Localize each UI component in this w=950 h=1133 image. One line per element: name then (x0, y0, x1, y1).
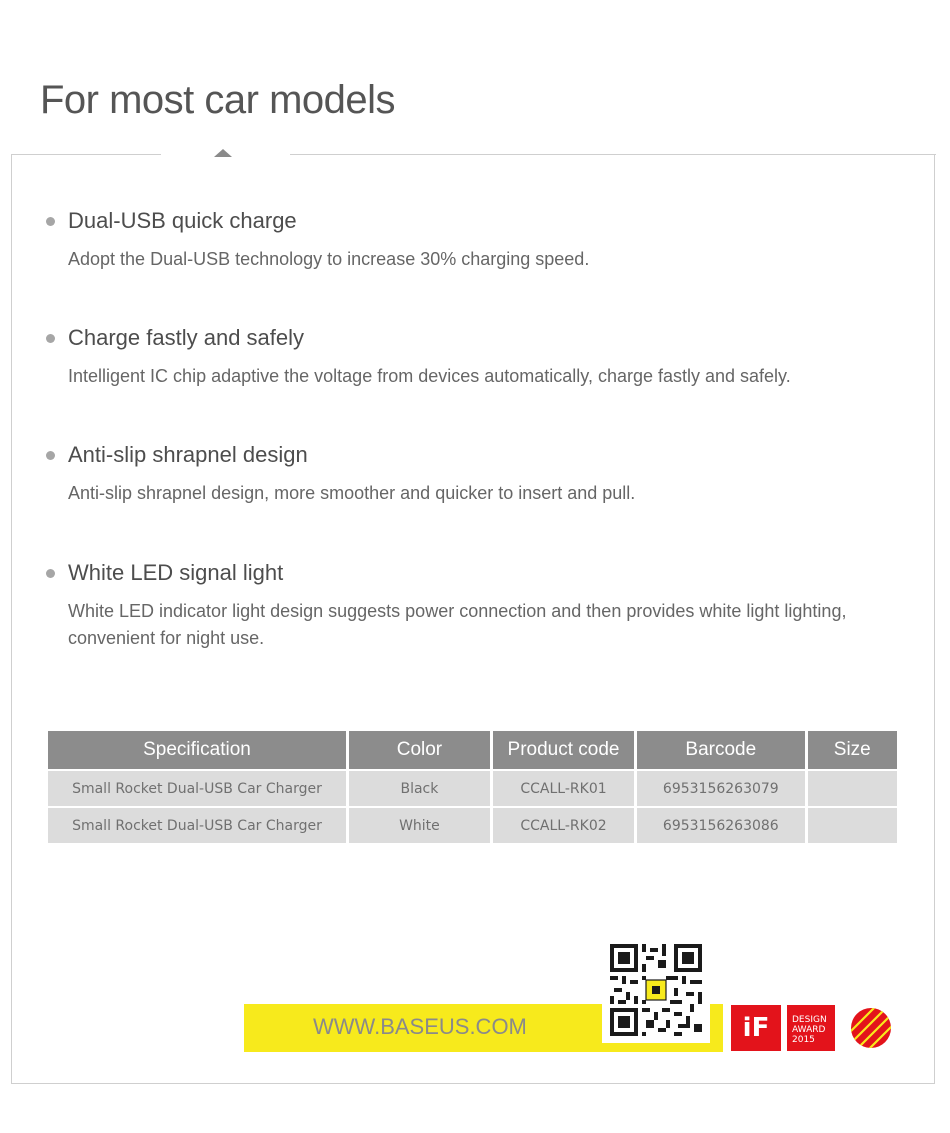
feature-title: Charge fastly and safely (68, 325, 305, 350)
table-row (48, 808, 897, 843)
feature-description: Anti-slip shrapnel design, more smoother and quicker to insert and pull. (68, 483, 636, 503)
table-header-row (48, 731, 897, 769)
specification-table (45, 729, 900, 845)
caret-up-icon (214, 149, 232, 157)
cell-product-code: CCALL-RK02 (493, 808, 634, 843)
qr-code (602, 938, 710, 1043)
feature-title: White LED signal light (68, 560, 284, 585)
website-link[interactable]: WWW.BASEUS.COM (313, 1014, 527, 1039)
table-row (48, 771, 897, 806)
page-title: For most car models (40, 78, 396, 122)
frame-top-border-right (290, 154, 936, 155)
feature-title: Anti-slip shrapnel design (68, 442, 308, 467)
cell-size (808, 771, 897, 806)
bullet-icon (46, 334, 55, 343)
bullet-icon (46, 569, 55, 578)
award-line: 2015 (792, 1035, 815, 1045)
bullet-icon (46, 451, 55, 460)
header-barcode: Barcode (637, 731, 804, 769)
qr-code-icon (610, 944, 702, 1036)
cell-color: White (349, 808, 490, 843)
frame-top-border-left (11, 154, 161, 155)
bullet-icon (46, 217, 55, 226)
feature-description: Adopt the Dual-USB technology to increase 30% charging speed. (68, 249, 590, 269)
header-product-code: Product code (493, 731, 634, 769)
cell-barcode: 6953156263086 (637, 808, 804, 843)
header-size: Size (808, 731, 897, 769)
feature-description: White LED indicator light design suggests power connection and then provides white light lighting, convenient for night use. (68, 601, 847, 648)
cell-specification: Small Rocket Dual-USB Car Charger (48, 771, 346, 806)
cell-barcode: 6953156263079 (637, 771, 804, 806)
cell-product-code: CCALL-RK01 (493, 771, 634, 806)
header-color: Color (349, 731, 490, 769)
cell-size (808, 808, 897, 843)
red-dot-award-icon (849, 1007, 893, 1049)
cell-color: Black (349, 771, 490, 806)
feature-title: Dual-USB quick charge (68, 208, 297, 233)
award-line: AWARD (792, 1025, 826, 1035)
design-award-logo (787, 1005, 835, 1051)
if-award-logo: iF (731, 1005, 781, 1051)
header-specification: Specification (48, 731, 346, 769)
award-line: DESIGN (792, 1015, 827, 1025)
feature-description: Intelligent IC chip adaptive the voltage from devices automatically, charge fastly and safely. (68, 366, 791, 386)
cell-specification: Small Rocket Dual-USB Car Charger (48, 808, 346, 843)
